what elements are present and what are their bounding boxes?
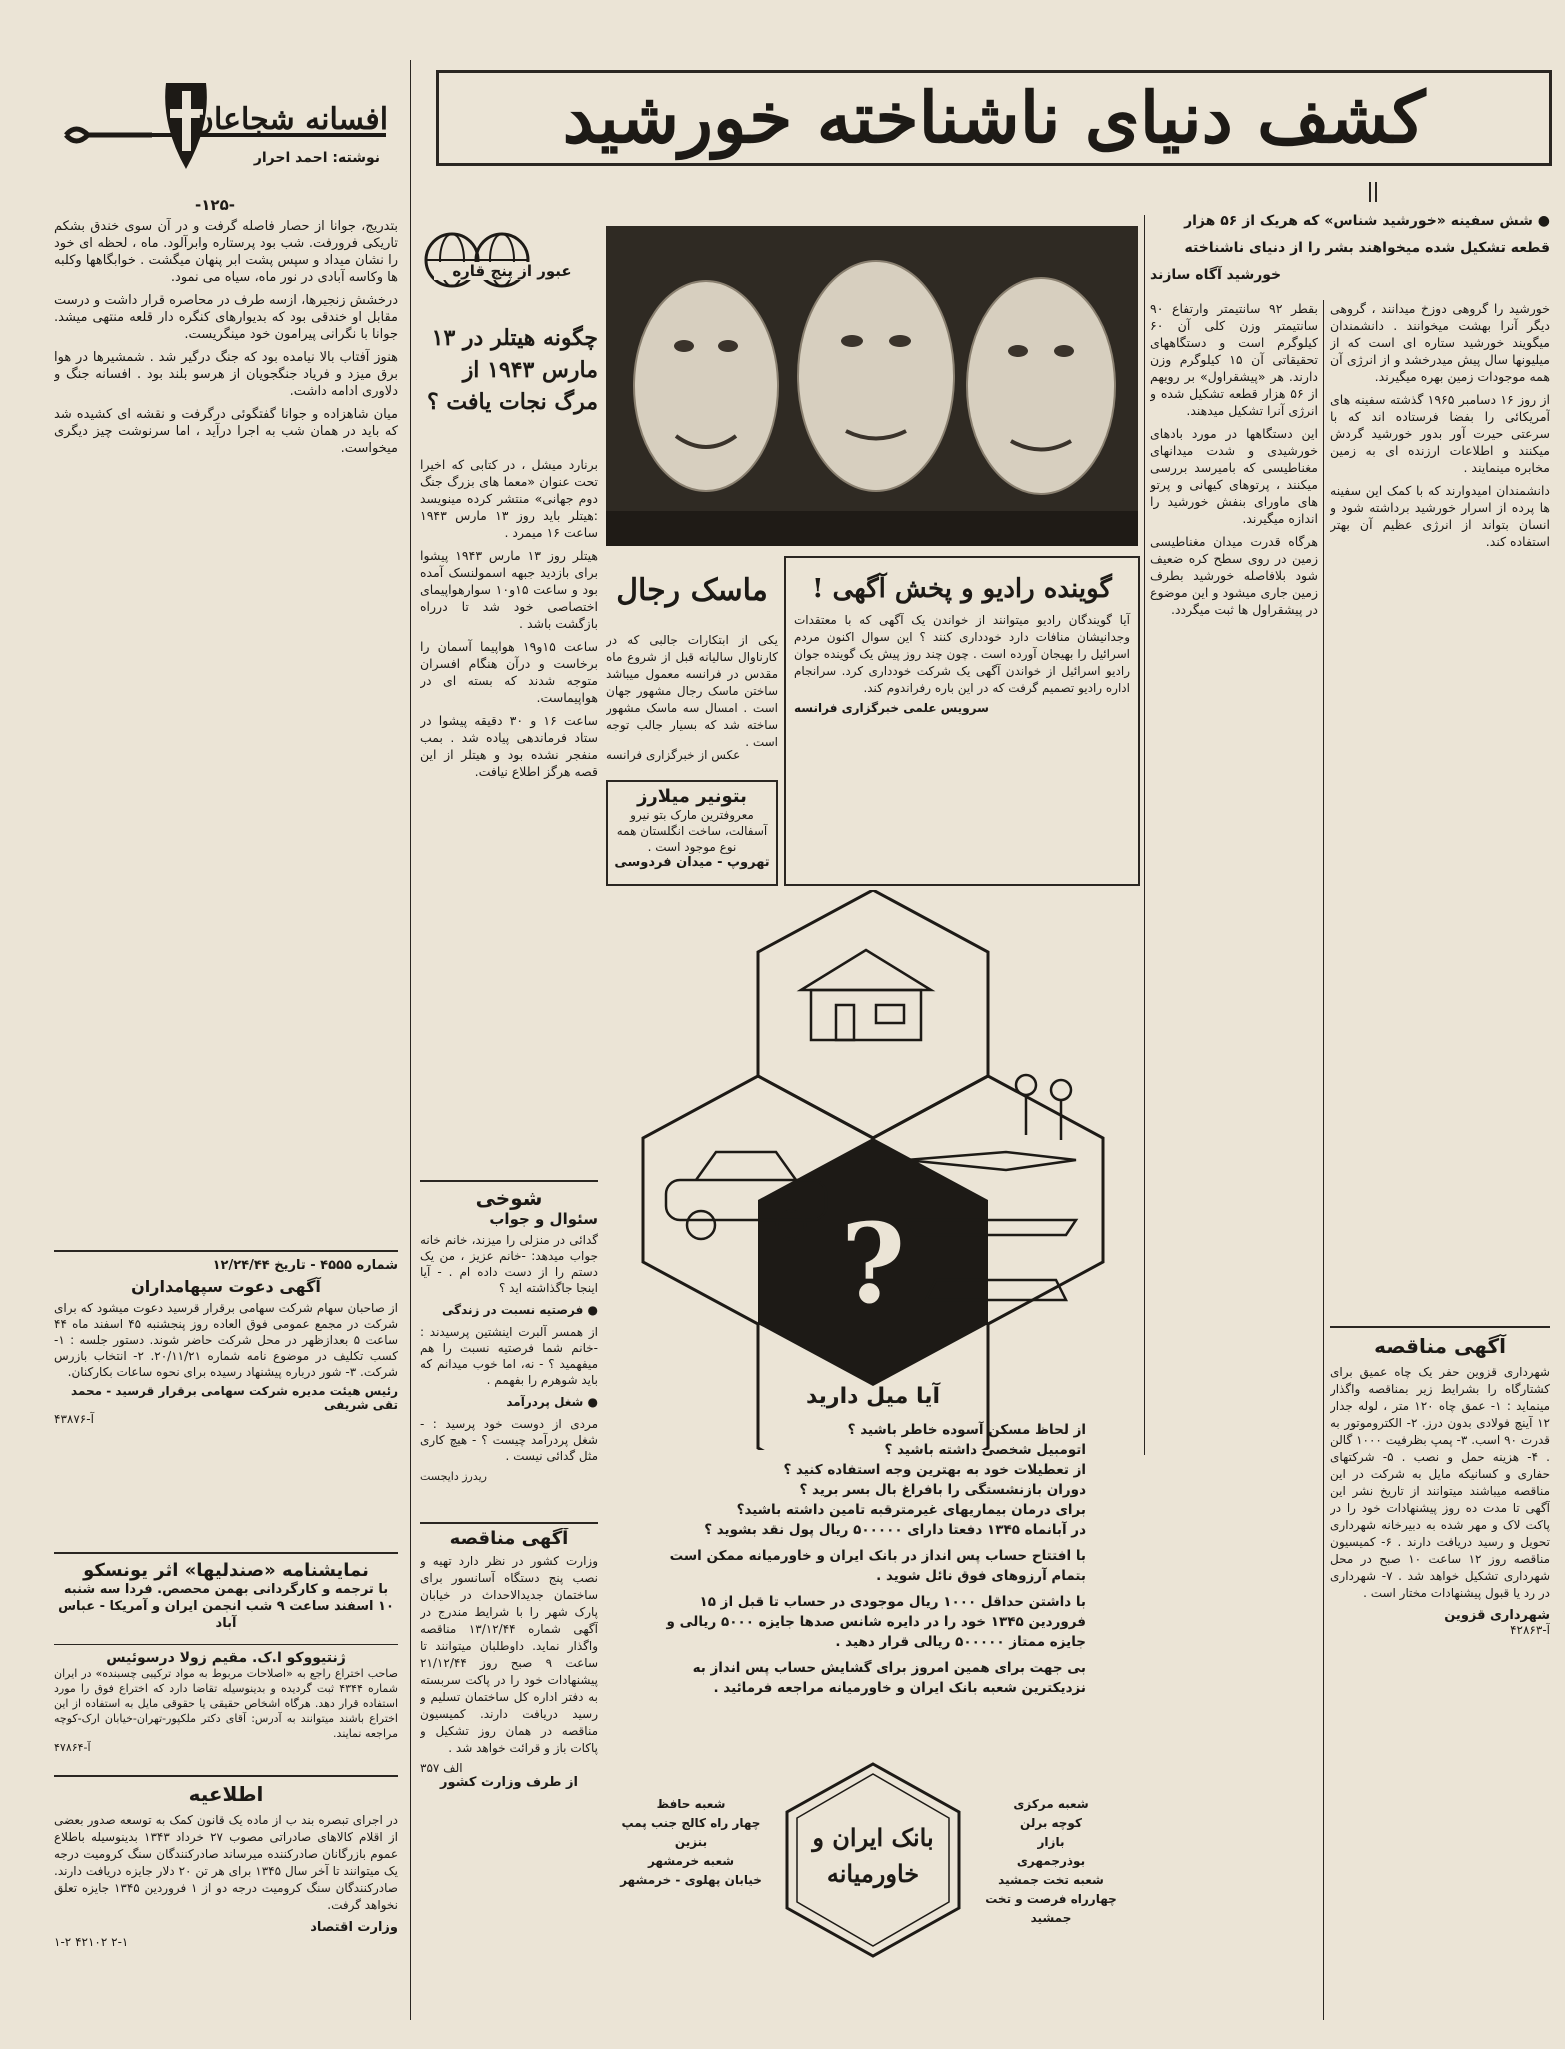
etelaieh-code: ۲-۱ ۴۲۱۰۲ ۱-۲ xyxy=(54,1935,129,1949)
serial-number: -۱۲۵- xyxy=(195,196,235,214)
bank-ad xyxy=(606,890,1140,2030)
tender-qazvin-body: شهرداری قزوین حفر یک چاه عمیق برای کشتارگاه را بشرایط زیر بمناقصه واگذار مینماید : ۱- عمق چاه ۱۲۰ متر ، لوله جدار ۱۲ آینچ فولادی بدون درز. ۲- الکتروموتور به قدرت ۹۰ اسب. ۳- پمپ بظرفیت ۱۰۰۰ گالن . ۴- هزینه حمل و نصب . ۵- شرکتهای حفاری و کسانیکه مایل به شرکت در این مناقصه میباشند میتوانند از تاریخ نشر این آگهی تا مدت ده روز پیشنهادات خود را در پاکت لاک و مهر شده به دبیرخانه شهرداری تحویل و رسید دریافت دارند . ۶- کمیسیون مناقصه روز ۱۲ ساعت ۱۰ صبح در محل شهرداری تشکیل خواهد شد . ۷- شهرداری در رد یا قبول پیشنهادات مختار است . xyxy=(1330,1365,1550,1600)
bank-hexagon-illustration xyxy=(606,890,1140,1450)
tender-qazvin-signature: شهرداری قزوین xyxy=(1444,1608,1550,1623)
branch-label: بوذرجمهری xyxy=(1016,1854,1086,1868)
shokhi-byline: ریدرز دایجست xyxy=(420,1470,487,1483)
bank-logo-text: بانک ایران و خاورمیانه xyxy=(812,1823,934,1888)
hitler-paragraph: ساعت ۱۶ و ۳۰ دقیقه پیشوا در ستاد فرماندهی پیاده شد . بمب منفجر نشده بود و هیتلر از این قصه هرگز اطلاع نیافت. xyxy=(420,713,598,779)
tender-interior-signature: از طرف وزارت کشور xyxy=(440,1775,578,1790)
main-headline-box xyxy=(436,70,1552,166)
subhead-line-2: قطعه تشکیل شده میخواهند بشر را از دنیای ناشناخته xyxy=(1184,240,1550,256)
shokhi-heading: ● شغل پردرآمد xyxy=(506,1395,598,1409)
main-headline: کشف دنیای ناشناخته خورشید xyxy=(562,76,1426,159)
branch-label: کوچه برلن xyxy=(1020,1816,1082,1830)
bank-item: برای درمان بیماریهای غیرمترقبه تامین داشته باشید؟ xyxy=(736,1502,1086,1518)
betonir-body: معروفترین مارک بتو نیرو آسفالت، ساخت انگلستان همه نوع موجود است . xyxy=(616,808,768,854)
hitler-paragraph: هیتلر روز ۱۳ مارس ۱۹۴۳ پیشوا برای بازدید جبهه اسمولنسک آمده بود و ساعت ۱۵و۱۰ سوارهواپیمای اختصاصی خود شد تا درراه بازگشت باشد . xyxy=(420,548,598,631)
bank-item: دوران بازنشستگی را بافراغ بال بسر برید ؟ xyxy=(799,1482,1086,1498)
svg-text:?: ? xyxy=(840,1199,906,1328)
patent-code: آ-۴۷۸۶۴ xyxy=(54,1741,91,1754)
betonir-ad xyxy=(606,780,778,886)
etelaieh-signature: وزارت اقتصاد xyxy=(310,1920,398,1935)
patent-title: ژنتیووکو ا.ک. مقیم زولا درسوئیس xyxy=(106,1650,346,1666)
betonir-title: بتونیر میلارز xyxy=(637,786,747,807)
sun-paragraph: این دستگاهها در مورد بادهای خورشیدی و شدت میدانهای مغناطیسی که بامیرسد بررسی میکنند ، پرتوهای کیهانی و پرتو های ماورای بنفش خورشید را اندازه میگیرند. xyxy=(1150,426,1318,526)
masks-illustration xyxy=(606,226,1138,546)
tender-interior-title: آگهی مناقصه xyxy=(449,1528,569,1549)
radio-byline: سرویس علمی خبرگزاری فرانسه xyxy=(794,701,989,715)
bank-item: با افتتاح حساب پس انداز در بانک ایران و خاورمیانه ممکن است بتمام آرزوهای فوق نائل شوید . xyxy=(669,1548,1086,1584)
bank-item: بی جهت برای همین امروز برای گشایش حساب پس انداز به نزدیکترین شعبه بانک ایران و خاورمیانه مراجعه فرمائید . xyxy=(692,1660,1086,1696)
hitler-paragraph: ساعت ۱۵و۱۹ هواپیما آسمان را برخاست و درآن هنگام افسران متوجه شدند که بسته ای در هواپیماست. xyxy=(420,639,598,705)
ionesco-ad xyxy=(54,1560,398,1640)
hitler-body xyxy=(420,456,598,1171)
shokhi-subtitle: سئوال و جواب xyxy=(489,1210,598,1228)
sepahi-header: شماره ۴۵۵۵ - تاریخ ۱۲/۲۴/۴۴ xyxy=(212,1258,398,1273)
sun-paragraph: از روز ۱۶ دسامبر ۱۹۶۵ گذشته سفینه های آمریکائی را بفضا فرستاده اند که با سرعتی حیرت آور بدور خورشید گردش میکنند و اطلاعات ارزنده ای به زمین مخابره مینمایند . xyxy=(1330,392,1550,475)
bank-question: آیا میل دارید xyxy=(805,1384,941,1409)
patent-body: صاحب اختراع راجع به «اصلاحات مربوط به مواد ترکیبی چسبنده» در ایران شماره ۴۳۴۴ ثبت گردیده و بدینوسیله تقاضا دارد که اختراع فوق را مورد استفاده قرار دهد. هرگاه اشخاص حقیقی یا حقوقی مایل به استفاده از این اختراع باشند میتوانند به آدرس: آقای دکتر ملکپور-تهران-خیابان ارک-کوچه مراجعه نمایند. xyxy=(54,1667,398,1740)
sepahi-title: آگهی دعوت سپهامداران xyxy=(131,1277,321,1296)
branch-label: خیابان پهلوی - خرمشهر xyxy=(620,1873,762,1887)
etelaieh-body: در اجرای تبصره بند ب از ماده یک قانون کمک به توسعه صدور بعضی از اقلام کالاهای صادراتی مصوب ۲۷ خرداد ۱۳۴۳ بدینوسیله باطلاع عموم بازرگانان صادرکننده میرساند صادرکنندگان سنگ کرومیت درجه یک میتوانند تا آخر سال ۱۳۴۵ برای هر تن ۲۰ دلار جایزه دریافت دارند. صادرکنندگان سنگ کرومیت درجه دو از ۱ فروردین ۱۳۴۵ جایزه تعلق نخواهد گرفت. xyxy=(54,1813,398,1912)
etelaieh-ad xyxy=(54,1782,398,2027)
ionesco-body: با ترجمه و کارگردانی بهمن محصص. فردا سه شنبه ۱۰ اسفند ساعت ۹ شب انجمن ایران و آمریکا - عباس آباد xyxy=(58,1582,394,1631)
five-continents-label: عبور از پنج قاره xyxy=(434,262,590,280)
sepahi-body: از صاحبان سهام شرکت سهامی برقرار قرسید دعوت میشود که برای شرکت در مجمع عمومی فوق العاده روز پنجشنبه ۴۵ اسفند ماه ۴۴ ساعت ۵ بعدازظهر در محل شرکت حاضر شوند. دستور جلسه : ۱- کسب تکلیف در موضوع نامه شماره ۲۰/۱۱/۲۱. ۲- انتخاب بازرس شرکت. ۳- شور درباره پیشنهاد رسیده برای نحوه ساعات بکارکنان. xyxy=(54,1301,398,1379)
serial-body xyxy=(54,218,398,1243)
five-continents-badge xyxy=(422,226,592,296)
sun-article-col1 xyxy=(1150,300,1318,1700)
bank-item: اتومبیل شخصی داشته باشید ؟ xyxy=(884,1442,1086,1458)
shokhi-heading: ● فرصتیه نسبت در زندگی xyxy=(441,1303,598,1317)
serial-paragraph: درخشش زنجیرها، ازسه طرف در محاصره قرار داشت و درست مقابل او خندقی بود که بدیوارهای کنگره دار قلعه منتهی میشد. جوانا با نگرانی پیرامون خود مینگریست. xyxy=(54,293,398,342)
bank-branches-left xyxy=(606,1795,776,1890)
mask-body: یکی از ابتکارات جالبی که در کارناوال سالیانه قبل از شروع ماه مقدس در فرانسه معمول میباشد ساختن ماسک رجال مشهور جهان است . امسال سه ماسک مشهور ساخته شد که بسیار جالب توجه است . xyxy=(606,633,778,749)
subhead xyxy=(1150,208,1550,290)
mask-caption: عکس از خبرگزاری فرانسه xyxy=(606,748,741,762)
sun-paragraph: بقطر ۹۲ سانتیمتر وارتفاع ۹۰ سانتیمتر وزن کلی آن ۶۰ کیلوگرم است و دستگاههای تحقیقاتی آن ۱۵ کیلوگرم وزن دارند. هر «پیشقراول» بر رویهم از ۵۶ هزار قطعه تشکیل شده و انرژی آنرا تشکیل میدهند. xyxy=(1150,301,1318,418)
serial-author: نوشته: احمد احرار xyxy=(253,150,380,166)
sun-paragraph: دانشمندان امیدوارند که با کمک این سفینه ها پرده از اسرار خورشید برداشته شود و انسان بتواند از انرژی عظیم آن بهتر استفاده کند. xyxy=(1330,483,1550,549)
bank-branches-right xyxy=(966,1795,1136,1928)
sun-paragraph: هرگاه قدرت میدان مغناطیسی زمین در روی سطح کره ضعیف شود بلافاصله خورشید بطرف زمین جاری میشود و این موضوع در پیشقراول ها ثبت میگردد. xyxy=(1150,534,1318,617)
etelaieh-title: اطلاعیه xyxy=(188,1782,264,1806)
serial-title: افسانه شجاعان xyxy=(191,102,389,137)
subhead-line-3: خورشید آگاه سازند xyxy=(1150,267,1282,283)
bank-items xyxy=(666,1420,1086,1698)
shokhi-paragraph: از همسر آلبرت اینشتین پرسیدند : -خانم شما فرصتیه نسبت را هم میفهمید ؟ - نه، اما خوب میدانم که باید شوهرم را بفهمم . xyxy=(420,1325,598,1387)
sepahi-signature: رئیس هیئت مدیره شرکت سهامی برقرار قرسید - محمد تقی شریفی xyxy=(71,1384,398,1412)
sepahi-code: آ-۴۳۸۷۶ xyxy=(54,1412,94,1426)
radio-body: آیا گویندگان رادیو میتوانند از خواندن یک آگهی که با معتقدات وجدانیشان منافات دارد خودداری کنند ؟ این سوال اکنون مردم اسرائیل را بهیجان آورده است . چون چند روز پیش یک گوینده جوان رادیو اسرائیل از خواندن آگهی یک شرکت خودداری کرد. سرانجام اداره رادیو تصمیم گرفت که در این باره رفراندوم کند. xyxy=(794,613,1130,695)
betonir-address: تهروپ - میدان فردوسی xyxy=(614,855,770,870)
globe-icon xyxy=(422,226,592,296)
branch-label: شعبه خرمشهر xyxy=(647,1854,735,1868)
sun-article-col2 xyxy=(1330,300,1550,1320)
masks-photo xyxy=(606,226,1138,546)
hitler-paragraph: برنارد میشل ، در کتابی که اخیرا تحت عنوان «معما های بزرگ جنگ دوم جهانی» منتشر کرده مینویسد :هیتلر باید روز ۱۳ مارس ۱۹۴۳ ساعت ۱۶ میمرد . xyxy=(420,457,598,540)
sepahi-ad xyxy=(54,1258,398,1548)
tender-ad-qazvin xyxy=(1330,1334,1550,2024)
serial-paragraph: بتدریج، جوانا از حصار فاصله گرفت و در آن سوی خندق بشکم تاریکی فرورفت. شب بود پرستاره وابرآلود. ماه ، لحظه ای خود را نشان میداد و سپس پشت ابر پنهان میگشت . خوابگاهها وکلبه ها وکاسه آبادی در نور ماه، سیاه می نمود. xyxy=(54,219,398,285)
bank-item: از تعطیلات خود به بهترین وجه استفاده کنید ؟ xyxy=(783,1462,1086,1478)
branch-label: چهار راه کالج جنب پمپ بنزین xyxy=(621,1816,761,1849)
tender-qazvin-title: آگهی مناقصه xyxy=(1374,1334,1506,1358)
radio-article-box xyxy=(784,556,1140,886)
branch-label: شعبه حافظ xyxy=(656,1797,726,1811)
sun-paragraph: خورشید را گروهی دوزخ میدانند ، گروهی دیگر آنرا بهشت میخوانند . دانشمندان میگویند خورشید ستاره ای است که از میلیونها سال پیش میدرخشد و از انرژی آن همه موجودات زمین بهره میگیرند. xyxy=(1330,301,1550,384)
branch-label: چهارراه فرصت و تخت جمشید xyxy=(985,1892,1117,1925)
branch-label: شعبه تخت جمشید xyxy=(998,1873,1104,1887)
mask-headline: ماسک رجال xyxy=(616,573,768,608)
shokhi-title: شوخی xyxy=(475,1186,543,1210)
bank-item: با داشتن حداقل ۱۰۰۰ ریال موجودی در حساب تا قبل از ۱۵ فروردین ۱۳۴۵ خود را در دایره شانس صدها جایزه ۵۰۰۰ ریالی و جایزه ممتاز ۵۰۰۰۰۰ ریالی قرار دهید . xyxy=(666,1594,1086,1650)
radio-headline: گوینده رادیو و پخش آگهی ! xyxy=(812,574,1112,604)
tender-qazvin-code: آ-۴۲۸۶۳ xyxy=(1510,1623,1550,1637)
tender-interior-body: وزارت کشور در نظر دارد تهیه و نصب پنج دستگاه آسانسور برای ساختمان جدیدالاحداث در خیابان پارک شهر را با شرایط مندرج در آگهی شماره ۱۳/۱۲/۴۴ مناقصه واگذار نماید. داوطلبان میتوانند تا ساعت ۹ صبح روز ۲۱/۱۲/۴۴ پیشنهادات خود را در پاکت سربسته به دفتر اداره کل ساختمان تسلیم و رسید دریافت دارند. کمیسیون مناقصه در همان روز تشکیل و پاکات باز و قرائت خواهد شد . xyxy=(420,1554,598,1755)
bank-item: در آبانماه ۱۳۴۵ دفعتا دارای ۵۰۰۰۰۰ ریال پول نقد بشوید ؟ xyxy=(704,1522,1086,1538)
shokhi-paragraph: مردی از دوست خود پرسید : - شغل پردرآمد چیست ؟ - هیچ کاری مثل گدائی نیست . xyxy=(420,1417,598,1463)
tender-interior-code: الف ۳۵۷ xyxy=(420,1761,463,1775)
patent-ad xyxy=(54,1650,398,1770)
shokhi-paragraph: گدائی در منزلی را میزند، خانم خانه جواب میدهد: -خانم عزیز ، من یک دستم را از دست داده ام . - آیا اینجا جاگذاشته اید ؟ xyxy=(420,1233,598,1295)
ionesco-title: نمایشنامه «صندلیها» اثر یونسکو xyxy=(83,1560,369,1581)
bank-item: از لحاظ مسکن آسوده خاطر باشید ؟ xyxy=(847,1422,1086,1438)
hitler-headline: چگونه هیتلر در ۱۳ مارس ۱۹۴۳ از مرگ نجات یافت ؟ xyxy=(427,325,598,415)
serial-paragraph: هنوز آفتاب بالا نیامده بود که جنگ درگیر شد . شمشیرها در هوا برق میزد و فریاد جنگجویان از هرسو بلند بود . افسانه جنگ و دلاوری ادامه داشت. xyxy=(54,350,398,399)
branch-label: شعبه مرکزی xyxy=(1013,1797,1089,1811)
tender-ad-interior xyxy=(420,1528,598,2028)
branch-label: بازار xyxy=(1037,1835,1065,1849)
serial-paragraph: میان شاهزاده و جوانا گفتگوئی درگرفت و نقشه ای کشیده شد که باید در همان شب به اجرا درآید ، اما سرنوشت چیز دیگری میخواست. xyxy=(54,407,398,456)
subhead-line-1: ● شش سفینه «خورشید شناس» که هریک از ۵۶ هزار xyxy=(1184,213,1550,229)
shokhi-section xyxy=(420,1186,598,1516)
